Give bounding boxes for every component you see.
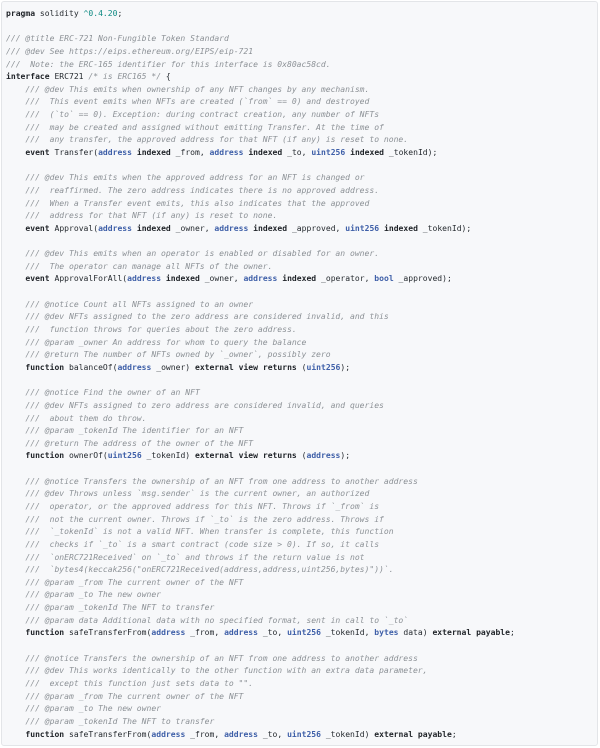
code-line [6,172,515,185]
code-token: ; [451,729,457,739]
code-line [6,160,515,173]
code-line [6,703,515,716]
code-token [6,730,25,739]
code-token: _from, [170,148,210,158]
keyword-token: function [25,628,65,638]
code-line [6,564,515,577]
comment-token: /// @param _from The current owner of the NFT [6,577,244,587]
keyword-token: view [238,362,258,372]
code-token: ); [340,451,351,461]
keyword-token: external [374,729,414,739]
type-token: address [214,223,249,233]
code-line [6,147,515,160]
keyword-token: indexed [248,148,283,158]
code-token [6,628,25,637]
code-line [6,248,515,261]
comment-token: /// reaffirmed. The zero address indicates there is no approved address. [6,185,380,195]
code-token [6,451,25,460]
code-token: _tokenId); [384,148,438,158]
code-token: ownerOf( [64,451,108,461]
type-token: address [306,451,341,461]
keyword-token: function [25,451,65,461]
code-line [6,476,515,489]
code-token: safeTransferFrom( [64,628,152,638]
comment-token: /// @param _to The new owner [6,704,162,714]
keyword-token: event [25,274,50,284]
code-editor-panel [1,1,598,746]
code-token: ApprovalForAll( [49,274,128,284]
comment-token: /// @notice Transfers the ownership of an NFT from one address to another address [6,476,418,486]
keyword-token: external [432,628,472,638]
code-line [6,198,515,211]
type-token: uint256 [311,148,346,158]
keyword-token: event [25,148,50,158]
keyword-token: indexed [384,223,418,233]
type-token: address [117,362,152,372]
comment-token: /// @dev Throws unless `msg.sender` is the current owner, an authorized [6,489,370,499]
code-line [6,210,515,223]
keyword-token: indexed [253,223,288,233]
comment-token: /// @notice Find the owner of an NFT [6,388,200,398]
type-token: address [209,148,244,158]
comment-token: /// @dev See https://eips.ethereum.org/EIPS/eip-721 [6,46,254,56]
code-line [6,640,515,653]
comment-token: /// about them do throw. [6,413,147,423]
comment-token: /// When a Transfer event emits, this also indicates that the approved [6,198,370,208]
comment-token: /// @return The address of the owner of the NFT [6,438,254,448]
type-token: address [224,628,258,638]
comment-token: /// @param _tokenId The NFT to transfer [6,716,215,726]
type-token: uint256 [306,362,341,372]
code-line [6,602,515,615]
comment-token: /// @param _tokenId The NFT to transfer [6,603,215,613]
keyword-token: function [25,729,65,739]
code-line [6,552,515,565]
comment-token: /// any transfer, the approved address for that NFT (if any) is reset to none. [6,135,409,145]
code-line [6,729,515,742]
code-token: solidity [35,9,84,18]
comment-token: /* is ERC165 */ [88,72,162,82]
code-line [6,185,515,198]
keyword-token: indexed [165,274,200,284]
code-token: { [161,72,171,82]
keyword-token: returns [262,362,297,372]
comment-token: /// @param data Additional data with no specified format, sent in call to `_to` [6,615,409,625]
keyword-token: indexed [136,148,171,158]
code-line [6,678,515,691]
code-line [6,665,515,678]
code-line [6,691,515,704]
code-token: _from, [185,628,225,638]
keyword-token: indexed [136,223,171,233]
code-token: balanceOf( [64,362,118,372]
comment-token: /// The operator can manage all NFTs of the owner. [6,261,273,271]
code-line [6,425,515,438]
code-line [6,539,515,552]
type-token: address [151,729,186,739]
comment-token: /// This event emits when NFTs are created (`from` == 0) and destroyed [6,97,370,107]
code-line [6,21,515,34]
code-line [6,261,515,274]
code-line [6,33,515,46]
code-line [6,299,515,312]
code-token: _to, [282,148,312,158]
code-line [6,577,515,590]
code-token [6,363,25,372]
comment-token: /// @dev NFTs assigned to zero address are considered invalid, and queries [6,400,384,410]
code-line [6,526,515,539]
keyword-token: returns [262,451,297,461]
code-token: ERC721 [49,72,89,82]
code-token: _owner, [199,274,244,284]
code-token: _to, [257,628,288,638]
code-line [6,337,515,350]
code-line [6,273,515,286]
code-line [6,413,515,426]
comment-token: /// may be created and assigned without emitting Transfer. At the time of [6,122,384,132]
code-token [6,274,25,283]
type-token: address [151,628,186,638]
code-line [6,46,515,59]
comment-token: /// @param _owner An address for whom to query the balance [6,337,307,347]
code-line [6,134,515,147]
comment-token: /// @notice Transfers the ownership of an NFT from one address to another address [6,653,418,663]
code-token: _tokenId, [320,628,375,638]
type-token: address [98,223,132,233]
code-token: _approved, [287,223,346,233]
comment-token: /// address for that NFT (if any) is reset to none. [6,211,278,221]
code-line [6,286,515,299]
number-token: ^0.4.20 [83,9,118,18]
code-token: _tokenId) [141,451,195,461]
code-line [6,59,515,72]
keyword-token: function [25,362,65,372]
code-line [6,450,515,463]
type-token: uint256 [345,223,380,233]
type-token: uint256 [107,451,142,461]
type-token: uint256 [287,729,321,739]
code-token: Transfer( [49,148,99,158]
code-token: ( [296,362,307,372]
keyword-token: payable [476,628,510,638]
type-token: address [127,274,162,284]
code-line [6,223,515,236]
code-line [6,400,515,413]
code-line [6,463,515,476]
comment-token: /// @return The number of NFTs owned by `_owner`, possibly zero [6,350,331,360]
comment-token: /// @dev This emits when the approved address for an NFT is changed or [6,173,365,183]
code-line [6,8,515,21]
code-token: _tokenId); [417,223,472,233]
code-line [6,96,515,109]
code-token: ( [296,451,307,461]
code-line [6,438,515,451]
code-line [6,324,515,337]
code-block [6,8,515,741]
code-token: _owner, [170,223,215,233]
code-token: _operator, [316,274,375,284]
code-token: Approval( [49,223,99,233]
comment-token: /// operator, or the approved address for this NFT. Throws if `_from` is [6,501,380,511]
code-line [6,375,515,388]
code-token: ; [117,9,123,18]
code-token: ; [509,628,515,638]
code-line [6,84,515,97]
code-line [6,488,515,501]
comment-token: /// @param _to The new owner [6,590,162,600]
type-token: address [98,148,132,158]
keyword-token: indexed [350,148,385,158]
code-line [6,236,515,249]
keyword-token: payable [417,729,452,739]
keyword-token: indexed [282,274,317,284]
type-token: address [243,274,278,284]
comment-token: /// Note: the ERC-165 identifier for this interface is 0x80ac58cd. [6,59,331,69]
code-line [6,71,515,84]
comment-token: /// @param _tokenId The identifier for an NFT [6,426,244,436]
code-token: _owner) [151,362,195,372]
comment-token: /// `onERC721Received` on `_to` and throws if the return value is not [6,552,365,562]
comment-token: /// except this function just sets data to "". [6,678,254,688]
code-line [6,653,515,666]
comment-token: /// @dev This emits when an operator is enabled or disabled for an owner. [6,249,380,259]
code-token [6,224,25,233]
code-token: safeTransferFrom( [64,729,152,739]
code-line [6,122,515,135]
comment-token: /// @title ERC-721 Non-Fungible Token Standard [6,34,229,44]
comment-token: /// @notice Count all NFTs assigned to an owner [6,299,254,309]
code-line [6,589,515,602]
code-line [6,514,515,527]
code-token: _from, [185,729,225,739]
comment-token: /// @dev This emits when ownership of any NFT changes by any mechanism. [6,84,370,94]
keyword-token: external [194,451,234,461]
code-line [6,109,515,122]
code-line [6,362,515,375]
comment-token: /// function throws for queries about the zero address. [6,325,297,335]
comment-token: /// `_tokenId` is not a valid NFT. When transfer is complete, this function [6,527,394,537]
code-token: _approved); [393,274,452,284]
code-line [6,501,515,514]
code-token: ); [340,362,351,372]
comment-token: /// `bytes4(keccak256("onERC721Received(address,address,uint256,bytes)"))`. [6,565,394,575]
keyword-token: event [25,223,50,233]
code-line [6,615,515,628]
type-token: uint256 [287,628,321,638]
comment-token: /// (`to` == 0). Exception: during contract creation, any number of NFTs [6,110,380,120]
code-line [6,349,515,362]
code-line [6,627,515,640]
type-token: bool [374,274,394,284]
code-token: _tokenId) [320,729,375,739]
type-token: address [224,729,258,739]
code-token: data) [398,628,433,638]
keyword-token: view [238,451,258,461]
type-token: bytes [374,628,399,638]
comment-token: /// not the current owner. Throws if `_to` is the zero address. Throws if [6,514,384,524]
code-token [6,148,25,157]
comment-token: /// @dev NFTs assigned to the zero address are considered invalid, and this [6,312,389,322]
code-line [6,311,515,324]
code-line [6,716,515,729]
keyword-token: interface [6,72,50,82]
keyword-token: external [194,362,234,372]
keyword-token: pragma [6,9,36,18]
comment-token: /// @dev This works identically to the other function with an extra data parameter, [6,666,428,676]
code-token: _to, [257,729,288,739]
comment-token: /// checks if `_to` is a smart contract (code size > 0). If so, it calls [6,539,380,549]
comment-token: /// @param _from The current owner of the NFT [6,691,244,701]
code-line [6,387,515,400]
